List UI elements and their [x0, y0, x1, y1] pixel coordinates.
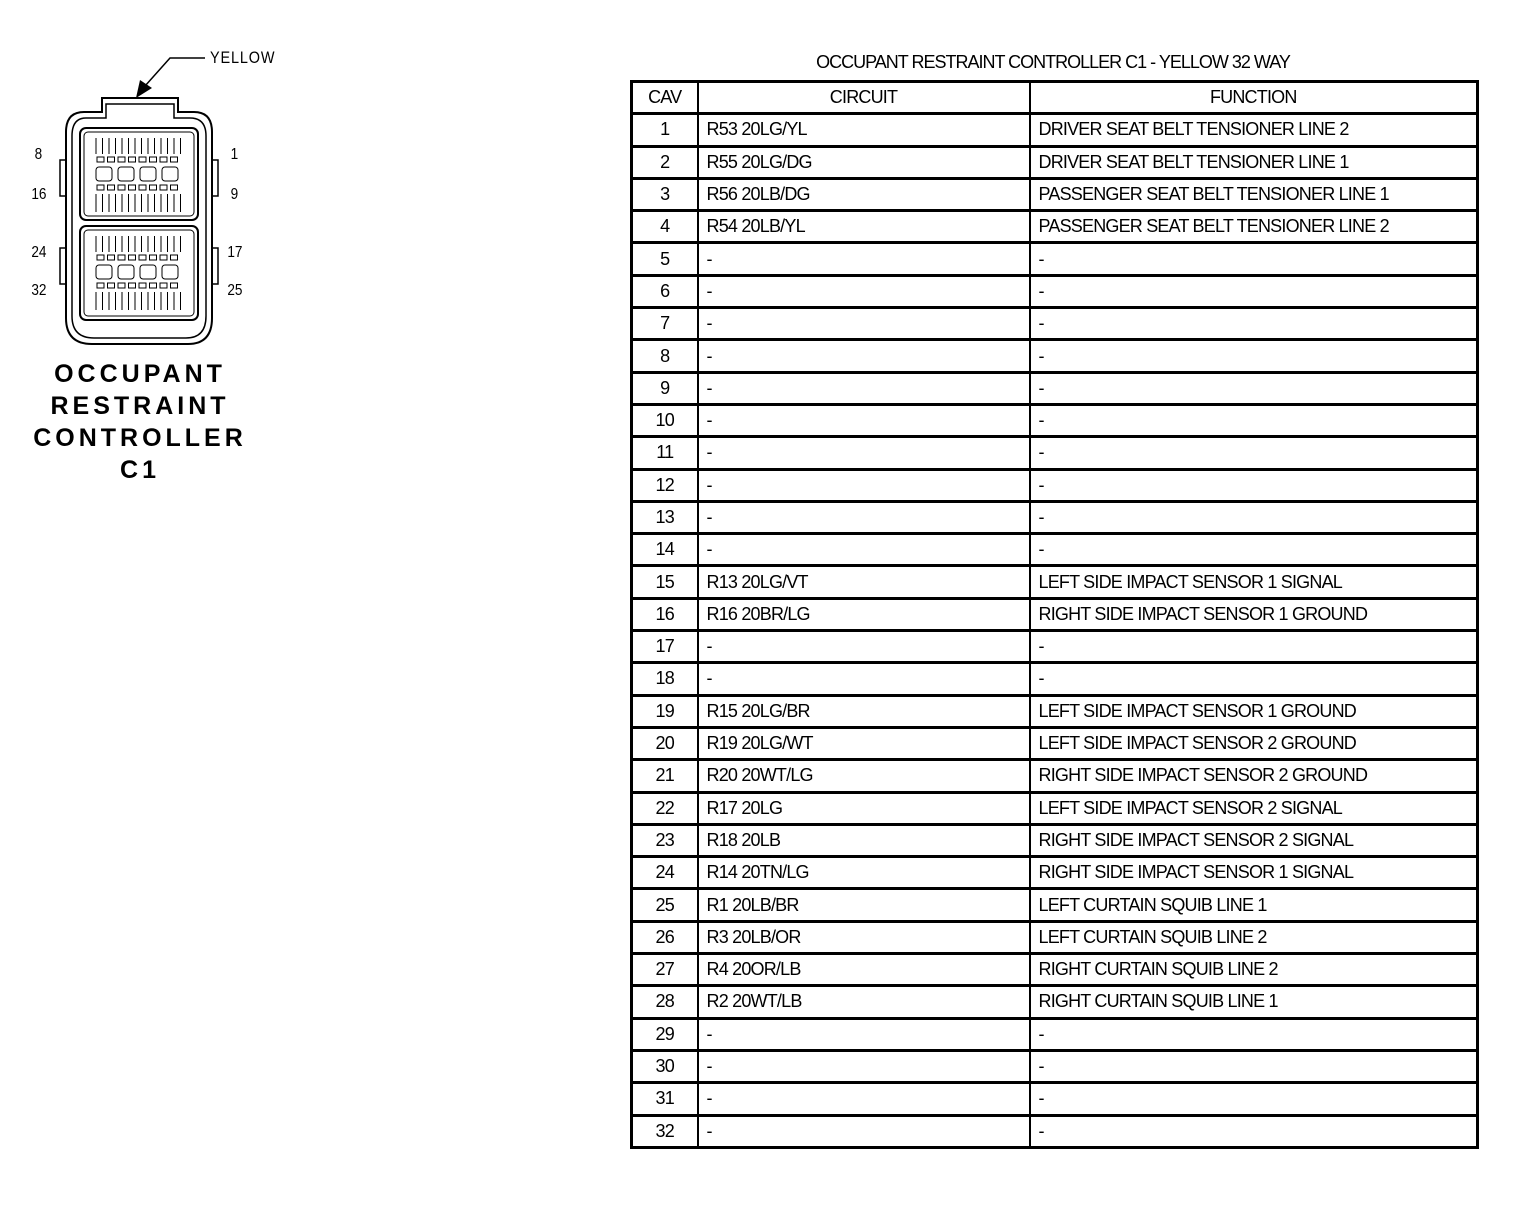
table-row — [632, 727, 1478, 759]
circuit-cell: - — [698, 404, 1030, 436]
cavity-marker — [139, 157, 146, 162]
leader-arrow — [136, 80, 152, 98]
cavity — [140, 167, 156, 181]
function-cell: LEFT CURTAIN SQUIB LINE 1 — [1030, 889, 1478, 921]
function-cell: DRIVER SEAT BELT TENSIONER LINE 1 — [1030, 146, 1478, 178]
table-row — [632, 178, 1478, 210]
cavity-marker — [97, 255, 104, 260]
cavity — [118, 265, 134, 279]
header-function: FUNCTION — [1030, 82, 1478, 114]
table-row — [632, 695, 1478, 727]
table-row — [632, 663, 1478, 695]
table-row — [632, 986, 1478, 1018]
circuit-cell: - — [698, 534, 1030, 566]
cav-cell: 19 — [632, 695, 698, 727]
cavity-marker — [108, 283, 115, 288]
function-cell: LEFT CURTAIN SQUIB LINE 2 — [1030, 921, 1478, 953]
cav-cell: 13 — [632, 501, 698, 533]
cav-cell: 29 — [632, 1018, 698, 1050]
cav-cell: 25 — [632, 889, 698, 921]
cavity-marker — [171, 157, 178, 162]
cavity-marker — [139, 283, 146, 288]
table-row — [632, 114, 1478, 146]
cav-cell: 10 — [632, 404, 698, 436]
pin-label-24: 24 — [31, 244, 47, 261]
cav-cell: 11 — [632, 437, 698, 469]
circuit-cell: - — [698, 663, 1030, 695]
cavity-marker — [129, 157, 136, 162]
cav-cell: 7 — [632, 308, 698, 340]
cavity — [96, 265, 112, 279]
circuit-cell: - — [698, 340, 1030, 372]
table-row — [632, 211, 1478, 243]
cavity — [96, 167, 112, 181]
cav-cell: 4 — [632, 211, 698, 243]
cavity-marker — [129, 255, 136, 260]
circuit-cell: R20 20WT/LG — [698, 760, 1030, 792]
cav-cell: 8 — [632, 340, 698, 372]
function-cell: RIGHT SIDE IMPACT SENSOR 2 GROUND — [1030, 760, 1478, 792]
cav-cell: 27 — [632, 954, 698, 986]
connector-color-label: YELLOW — [210, 48, 276, 67]
table-row — [632, 921, 1478, 953]
function-cell: - — [1030, 308, 1478, 340]
cavity-marker — [129, 185, 136, 190]
pin-label-8: 8 — [34, 146, 43, 163]
cav-cell: 30 — [632, 1050, 698, 1082]
pinout-table — [630, 80, 1479, 1149]
cav-cell: 12 — [632, 469, 698, 501]
pin-label-9: 9 — [230, 186, 239, 203]
table-row — [632, 954, 1478, 986]
cav-cell: 23 — [632, 824, 698, 856]
circuit-cell: R55 20LG/DG — [698, 146, 1030, 178]
circuit-cell: R19 20LG/WT — [698, 727, 1030, 759]
function-cell: - — [1030, 501, 1478, 533]
cavity-marker — [118, 283, 125, 288]
cavity-marker — [108, 255, 115, 260]
pin-label-25: 25 — [227, 282, 243, 299]
function-cell: - — [1030, 1083, 1478, 1115]
table-row — [632, 340, 1478, 372]
function-cell: DRIVER SEAT BELT TENSIONER LINE 2 — [1030, 114, 1478, 146]
function-cell: LEFT SIDE IMPACT SENSOR 1 SIGNAL — [1030, 566, 1478, 598]
cavity — [162, 167, 178, 181]
cavity-marker — [97, 157, 104, 162]
circuit-cell: R1 20LB/BR — [698, 889, 1030, 921]
cavity-marker — [160, 185, 167, 190]
function-cell: RIGHT CURTAIN SQUIB LINE 2 — [1030, 954, 1478, 986]
cavity-marker — [139, 255, 146, 260]
circuit-cell: - — [698, 308, 1030, 340]
cav-cell: 16 — [632, 598, 698, 630]
function-cell: - — [1030, 340, 1478, 372]
cavity-marker — [171, 255, 178, 260]
cav-cell: 17 — [632, 631, 698, 663]
function-cell: - — [1030, 275, 1478, 307]
cav-cell: 1 — [632, 114, 698, 146]
cavity-marker — [139, 185, 146, 190]
cav-cell: 5 — [632, 243, 698, 275]
table-row — [632, 1115, 1478, 1147]
cav-cell: 24 — [632, 857, 698, 889]
table-row — [632, 824, 1478, 856]
function-cell: - — [1030, 469, 1478, 501]
table-row — [632, 308, 1478, 340]
table-row — [632, 1050, 1478, 1082]
function-cell: RIGHT SIDE IMPACT SENSOR 2 SIGNAL — [1030, 824, 1478, 856]
cavity — [118, 167, 134, 181]
cavity-marker — [118, 255, 125, 260]
circuit-cell: - — [698, 469, 1030, 501]
cavity-marker — [150, 157, 157, 162]
table-row — [632, 631, 1478, 663]
cavity-marker — [118, 157, 125, 162]
circuit-cell: - — [698, 372, 1030, 404]
cav-cell: 6 — [632, 275, 698, 307]
cavity-marker — [129, 283, 136, 288]
cavity-marker — [108, 157, 115, 162]
function-cell: PASSENGER SEAT BELT TENSIONER LINE 1 — [1030, 178, 1478, 210]
table-row — [632, 889, 1478, 921]
cavity-marker — [150, 185, 157, 190]
cavity-marker — [160, 157, 167, 162]
circuit-cell: R14 20TN/LG — [698, 857, 1030, 889]
pin-label-17: 17 — [227, 244, 243, 261]
cav-cell: 9 — [632, 372, 698, 404]
function-cell: RIGHT SIDE IMPACT SENSOR 1 GROUND — [1030, 598, 1478, 630]
function-cell: - — [1030, 1050, 1478, 1082]
table-row — [632, 501, 1478, 533]
cav-cell: 32 — [632, 1115, 698, 1147]
function-cell: - — [1030, 663, 1478, 695]
cavity-marker — [118, 185, 125, 190]
connector-face-drawing — [0, 0, 300, 360]
table-row — [632, 404, 1478, 436]
table-row — [632, 857, 1478, 889]
header-cav: CAV — [632, 82, 698, 114]
function-cell: - — [1030, 437, 1478, 469]
circuit-cell: R53 20LG/YL — [698, 114, 1030, 146]
table-row — [632, 243, 1478, 275]
circuit-cell: R54 20LB/YL — [698, 211, 1030, 243]
circuit-cell: - — [698, 1050, 1030, 1082]
pin-label-1: 1 — [230, 146, 239, 163]
function-cell: PASSENGER SEAT BELT TENSIONER LINE 2 — [1030, 211, 1478, 243]
table-row — [632, 372, 1478, 404]
cavity — [162, 265, 178, 279]
cav-cell: 22 — [632, 792, 698, 824]
circuit-cell: - — [698, 437, 1030, 469]
cav-cell: 18 — [632, 663, 698, 695]
function-cell: - — [1030, 534, 1478, 566]
function-cell: LEFT SIDE IMPACT SENSOR 2 SIGNAL — [1030, 792, 1478, 824]
circuit-cell: - — [698, 631, 1030, 663]
header-circuit: CIRCUIT — [698, 82, 1030, 114]
cavity-marker — [97, 185, 104, 190]
cavity-marker — [160, 255, 167, 260]
cav-cell: 3 — [632, 178, 698, 210]
table-row — [632, 469, 1478, 501]
table-row — [632, 534, 1478, 566]
connector-title — [20, 358, 260, 486]
cavity-marker — [171, 185, 178, 190]
table-row — [632, 1083, 1478, 1115]
connector-title-line-1: OCCUPANT — [54, 360, 226, 388]
cav-cell: 14 — [632, 534, 698, 566]
table-row — [632, 437, 1478, 469]
table-title: OCCUPANT RESTRAINT CONTROLLER C1 - YELLOW 32 WAY — [816, 52, 1290, 72]
connector-diagram — [0, 0, 300, 484]
circuit-cell: R15 20LG/BR — [698, 695, 1030, 727]
circuit-cell: R56 20LB/DG — [698, 178, 1030, 210]
cav-cell: 21 — [632, 760, 698, 792]
cav-cell: 26 — [632, 921, 698, 953]
cavity-marker — [150, 255, 157, 260]
table-row — [632, 566, 1478, 598]
circuit-cell: R16 20BR/LG — [698, 598, 1030, 630]
table-row — [632, 146, 1478, 178]
circuit-cell: R4 20OR/LB — [698, 954, 1030, 986]
function-cell: LEFT SIDE IMPACT SENSOR 1 GROUND — [1030, 695, 1478, 727]
table-row — [632, 1018, 1478, 1050]
cav-cell: 20 — [632, 727, 698, 759]
function-cell: RIGHT CURTAIN SQUIB LINE 1 — [1030, 986, 1478, 1018]
circuit-cell: R17 20LG — [698, 792, 1030, 824]
circuit-cell: - — [698, 275, 1030, 307]
cavity-marker — [150, 283, 157, 288]
circuit-cell: R2 20WT/LB — [698, 986, 1030, 1018]
cav-cell: 31 — [632, 1083, 698, 1115]
cavity-marker — [108, 185, 115, 190]
table-row — [632, 275, 1478, 307]
connector-title-line-3: CONTROLLER C1 — [33, 424, 247, 484]
cavity — [140, 265, 156, 279]
table-row — [632, 598, 1478, 630]
pin-label-32: 32 — [31, 282, 47, 299]
leader-line — [145, 58, 205, 86]
cavity-marker — [97, 283, 104, 288]
cav-cell: 28 — [632, 986, 698, 1018]
function-cell: - — [1030, 1018, 1478, 1050]
table-row — [632, 792, 1478, 824]
circuit-cell: R3 20LB/OR — [698, 921, 1030, 953]
cav-cell: 15 — [632, 566, 698, 598]
circuit-cell: R18 20LB — [698, 824, 1030, 856]
table-body — [632, 114, 1478, 1148]
function-cell: RIGHT SIDE IMPACT SENSOR 1 SIGNAL — [1030, 857, 1478, 889]
cavity-marker — [160, 283, 167, 288]
function-cell: - — [1030, 372, 1478, 404]
pin-label-16: 16 — [31, 186, 47, 203]
circuit-cell: - — [698, 501, 1030, 533]
cav-cell: 2 — [632, 146, 698, 178]
circuit-cell: - — [698, 1018, 1030, 1050]
connector-title-line-2: RESTRAINT — [50, 392, 230, 420]
circuit-cell: - — [698, 1115, 1030, 1147]
circuit-cell: - — [698, 1083, 1030, 1115]
function-cell: - — [1030, 1115, 1478, 1147]
table-row — [632, 760, 1478, 792]
cavity-marker — [171, 283, 178, 288]
function-cell: - — [1030, 631, 1478, 663]
circuit-cell: R13 20LG/VT — [698, 566, 1030, 598]
function-cell: - — [1030, 404, 1478, 436]
circuit-cell: - — [698, 243, 1030, 275]
function-cell: - — [1030, 243, 1478, 275]
function-cell: LEFT SIDE IMPACT SENSOR 2 GROUND — [1030, 727, 1478, 759]
table-header-row — [632, 82, 1478, 114]
